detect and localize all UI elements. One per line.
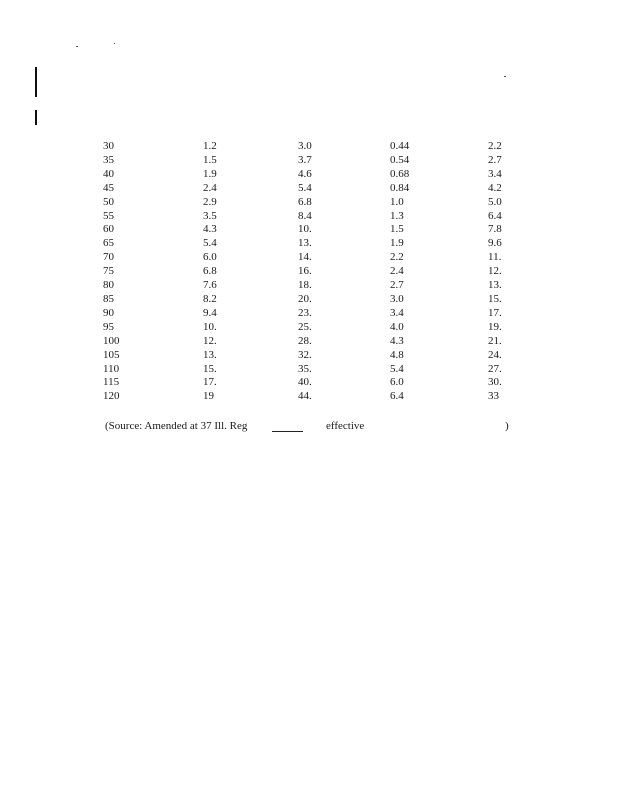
table-cell: 3.4 — [488, 167, 502, 180]
table-cell: 70 — [103, 251, 114, 264]
table-row — [103, 307, 528, 321]
table-cell: 120 — [103, 390, 120, 403]
table-cell: 45 — [103, 181, 114, 194]
table-row — [103, 210, 528, 224]
table-cell: 5.0 — [488, 195, 502, 208]
table-cell: 16. — [298, 265, 312, 278]
table-cell: 30. — [488, 376, 502, 389]
table-row — [103, 223, 528, 237]
scan-speck — [504, 76, 506, 77]
table-cell: 4.8 — [390, 348, 404, 361]
table-row — [103, 196, 528, 210]
table-cell: 27. — [488, 362, 502, 375]
table-cell: 1.9 — [203, 167, 217, 180]
table-cell: 115 — [103, 376, 120, 389]
table-cell: 3.0 — [298, 140, 312, 152]
table-cell: 6.8 — [203, 265, 217, 278]
effective-label: effective — [326, 420, 365, 432]
table-cell: 0.84 — [390, 181, 410, 194]
table-cell: 4.2 — [488, 181, 502, 194]
table-cell: 3.7 — [298, 153, 312, 166]
table-cell: 13. — [203, 348, 217, 361]
table-cell: 0.68 — [390, 167, 410, 180]
table-cell: 1.3 — [390, 209, 404, 222]
table-cell: 35. — [298, 362, 312, 375]
scan-speck — [114, 43, 115, 44]
table-cell: 5.4 — [298, 181, 312, 194]
table-cell: 90 — [103, 306, 114, 319]
table-row — [103, 154, 528, 168]
table-row — [103, 390, 528, 404]
table-row — [103, 363, 528, 377]
table-row — [103, 182, 528, 196]
table-cell: 20. — [298, 292, 312, 305]
table-cell: 1.9 — [390, 237, 404, 250]
table-row — [103, 293, 528, 307]
table-cell: 33 — [488, 390, 499, 403]
table-cell: 6.0 — [390, 376, 404, 389]
table-cell: 80 — [103, 279, 114, 292]
table-cell: 0.54 — [390, 153, 410, 166]
table-cell: 10. — [298, 223, 312, 236]
table-cell: 4.6 — [298, 167, 312, 180]
table-cell: 110 — [103, 362, 120, 375]
table-row — [103, 140, 528, 154]
table-cell: 2.7 — [390, 279, 404, 292]
table-cell: 19 — [203, 390, 214, 403]
table-cell: 28. — [298, 334, 312, 347]
table-cell: 13. — [298, 237, 312, 250]
table-cell: 7.6 — [203, 279, 217, 292]
source-close-paren: ) — [505, 420, 509, 432]
table-cell: 15. — [203, 362, 217, 375]
table-row — [103, 265, 528, 279]
table-cell: 0.44 — [390, 140, 410, 152]
table-cell: 4.3 — [203, 223, 217, 236]
table-row — [103, 168, 528, 182]
table-cell: 6.8 — [298, 195, 312, 208]
table-cell: 2.7 — [488, 153, 502, 166]
table-cell: 65 — [103, 237, 114, 250]
table-cell: 32. — [298, 348, 312, 361]
table-cell: 2.4 — [203, 181, 217, 194]
table-cell: 14. — [298, 251, 312, 264]
table-cell: 1.5 — [390, 223, 404, 236]
table-cell: 8.2 — [203, 292, 217, 305]
table-cell: 19. — [488, 320, 502, 333]
table-cell: 3.4 — [390, 306, 404, 319]
table-cell: 9.4 — [203, 306, 217, 319]
table-cell: 40 — [103, 167, 114, 180]
table-cell: 40. — [298, 376, 312, 389]
table-row — [103, 376, 528, 390]
table-cell: 2.2 — [488, 140, 502, 152]
table-cell: 9.6 — [488, 237, 502, 250]
table-cell: 10. — [203, 320, 217, 333]
table-cell: 12. — [203, 334, 217, 347]
table-cell: 23. — [298, 306, 312, 319]
table-cell: 5.4 — [390, 362, 404, 375]
table-cell: 50 — [103, 195, 114, 208]
table-cell: 24. — [488, 348, 502, 361]
table-cell: 17. — [203, 376, 217, 389]
table-cell: 3.0 — [390, 292, 404, 305]
table-cell: 6.0 — [203, 251, 217, 264]
table-cell: 8.4 — [298, 209, 312, 222]
table-row — [103, 237, 528, 251]
table-cell: 105 — [103, 348, 120, 361]
table-cell: 75 — [103, 265, 114, 278]
table-cell: 18. — [298, 279, 312, 292]
table-cell: 2.4 — [390, 265, 404, 278]
table-cell: 11. — [488, 251, 502, 264]
register-page-blank — [272, 431, 303, 432]
table-cell: 60 — [103, 223, 114, 236]
table-cell: 21. — [488, 334, 502, 347]
table-row — [103, 349, 528, 363]
table-cell: 25. — [298, 320, 312, 333]
table-row — [103, 279, 528, 293]
table-cell: 15. — [488, 292, 502, 305]
table-cell: 6.4 — [488, 209, 502, 222]
table-cell: 30 — [103, 140, 114, 152]
table-cell: 95 — [103, 320, 114, 333]
table-cell: 55 — [103, 209, 114, 222]
table-cell: 12. — [488, 265, 502, 278]
table-cell: 1.2 — [203, 140, 217, 152]
table-cell: 17. — [488, 306, 502, 319]
data-table — [103, 140, 528, 404]
table-cell: 85 — [103, 292, 114, 305]
table-cell: 6.4 — [390, 390, 404, 403]
table-cell: 3.5 — [203, 209, 217, 222]
table-cell: 35 — [103, 153, 114, 166]
revision-change-bar — [35, 67, 37, 97]
scan-speck — [76, 46, 78, 47]
table-cell: 4.3 — [390, 334, 404, 347]
table-cell: 1.5 — [203, 153, 217, 166]
table-cell: 2.9 — [203, 195, 217, 208]
revision-change-bar — [35, 110, 37, 125]
table-row — [103, 251, 528, 265]
table-cell: 2.2 — [390, 251, 404, 264]
table-cell: 100 — [103, 334, 120, 347]
table-cell: 1.0 — [390, 195, 404, 208]
source-citation: (Source: Amended at 37 Ill. Reg — [105, 420, 248, 432]
table-cell: 4.0 — [390, 320, 404, 333]
table-row — [103, 321, 528, 335]
table-cell: 7.8 — [488, 223, 502, 236]
table-cell: 5.4 — [203, 237, 217, 250]
table-body — [103, 140, 528, 404]
table-row — [103, 335, 528, 349]
table-cell: 44. — [298, 390, 312, 403]
table-cell: 13. — [488, 279, 502, 292]
